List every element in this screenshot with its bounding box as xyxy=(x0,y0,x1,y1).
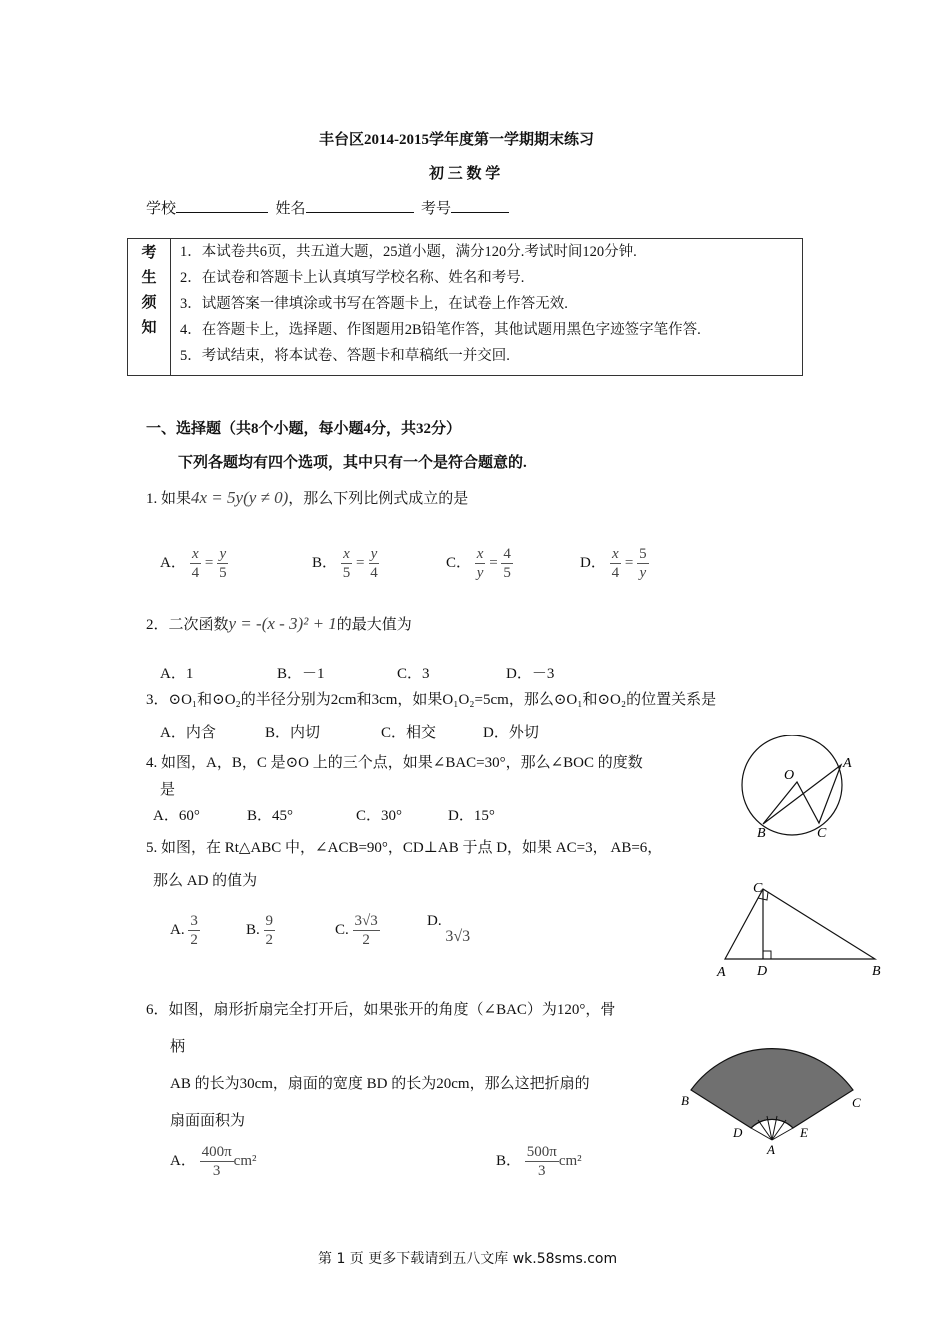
section-heading: 一、选择题（共8个小题，每小题4分，共32分） xyxy=(146,421,462,437)
question-6-cont1: 柄 xyxy=(170,1039,186,1055)
notice-label: 考 生 须 知 xyxy=(128,239,171,376)
q5-option-d[interactable]: D. 3√3 xyxy=(427,913,471,945)
notice-items xyxy=(171,239,803,376)
q5-option-a[interactable]: A. $\frac{3}{2}$ xyxy=(170,913,198,948)
label-b: B xyxy=(757,826,766,841)
label-a: A xyxy=(843,756,852,771)
q6-fan-figure xyxy=(676,1030,876,1160)
triangle-abc xyxy=(725,889,875,959)
q3-option-d[interactable]: D．外切 xyxy=(483,725,539,741)
right-angle-d xyxy=(763,951,771,959)
q4-option-d[interactable]: D．15° xyxy=(448,808,495,824)
q6-option-a[interactable]: A． $\frac{400\pi}{3}$ cm² xyxy=(170,1144,257,1179)
notice-item: 4．在答题卡上，选择题、作图题用2B铅笔作答，其他试题用黑色字迹签字笔作答. xyxy=(180,322,701,338)
question-6: 6．如图，扇形折扇完全打开后，如果张开的角度（∠BAC）为120°，骨 xyxy=(146,1002,616,1018)
q2-option-c[interactable]: C．3 xyxy=(397,666,430,682)
q3-option-b[interactable]: B．内切 xyxy=(265,725,321,741)
q2-option-b[interactable]: B．－1 xyxy=(277,666,325,682)
q4-option-a[interactable]: A．60° xyxy=(153,808,200,824)
question-2: 2．二次函数y = -(x - 3)² + 1的最大值为 xyxy=(146,614,412,633)
notice-item: 5．考试结束，将本试卷、答题卡和草稿纸一并交回. xyxy=(180,348,510,364)
q2-option-a[interactable]: A．1 xyxy=(160,666,194,682)
label-c: C xyxy=(753,881,763,896)
q1-option-a[interactable]: A． $\frac{x}{4}$ = $\frac{y}{5}$ xyxy=(160,546,227,581)
question-4: 4. 如图，A，B，C 是⊙O 上的三个点，如果∠BAC=30°，那么∠BOC 的度数 xyxy=(146,755,643,771)
fan-rib xyxy=(751,1128,772,1140)
notice-item: 2．在试卷和答题卡上认真填写学校名称、姓名和考号. xyxy=(180,270,525,286)
q5-option-c[interactable]: C. $\frac{3√3}{2}$ xyxy=(335,913,378,948)
q3-option-a[interactable]: A．内含 xyxy=(160,725,216,741)
notice-item: 1．本试卷共6页，共五道大题，25道小题，满分120分.考试时间120分钟. xyxy=(180,244,637,260)
q2-formula: y = -(x - 3)² + 1 xyxy=(228,614,337,633)
q5-triangle-figure xyxy=(715,878,895,980)
subject-title: 初 三 数 学 xyxy=(429,166,501,182)
q6-option-b[interactable]: B． $\frac{500\pi}{3}$ cm² xyxy=(496,1144,582,1179)
label-a: A xyxy=(717,965,726,980)
triangle-lines xyxy=(763,765,841,824)
label-c: C xyxy=(852,1095,861,1110)
question-5: 5. 如图，在 Rt△ABC 中，∠ACB=90°，CD⊥AB 于点 D，如果 AC=3， AB=6， xyxy=(146,840,663,856)
exam-number-blank[interactable] xyxy=(451,198,509,213)
label-d: D xyxy=(733,1125,743,1140)
student-info-fields xyxy=(146,197,509,218)
q4-option-b[interactable]: B．45° xyxy=(247,808,294,824)
question-4-cont: 是 xyxy=(160,782,176,798)
q4-option-c[interactable]: C．30° xyxy=(356,808,403,824)
q2-option-d[interactable]: D．－3 xyxy=(506,666,555,682)
exam-title: 丰台区2014-2015学年度第一学期期末练习 xyxy=(319,132,594,148)
q1-option-d[interactable]: D． $\frac{x}{4}$ = $\frac{5}{y}$ xyxy=(580,546,647,581)
question-1: 1. 如果4x = 5y(y ≠ 0)，那么下列比例式成立的是 xyxy=(146,488,469,507)
name-label: 姓名 xyxy=(275,201,306,217)
label-b: B xyxy=(872,964,881,979)
q4-circle-figure xyxy=(735,735,860,845)
fan-rib xyxy=(772,1128,793,1140)
circle-o xyxy=(742,735,842,835)
q3-option-c[interactable]: C．相交 xyxy=(381,725,437,741)
page-footer: 第 1 页 更多下载请到五八文库 wk.58sms.com xyxy=(318,1251,618,1267)
label-a: A xyxy=(767,1142,775,1157)
question-6-cont3: 扇面面积为 xyxy=(170,1113,246,1129)
q5-option-b[interactable]: B. $\frac{9}{2}$ xyxy=(246,913,274,948)
label-c: C xyxy=(817,826,827,841)
fan-surface xyxy=(691,1049,853,1128)
label-e: E xyxy=(800,1125,808,1140)
exam-number-label: 考号 xyxy=(421,201,452,217)
school-blank[interactable] xyxy=(176,198,268,213)
name-blank[interactable] xyxy=(306,198,414,213)
label-d: D xyxy=(757,964,768,979)
label-o: O xyxy=(784,768,795,783)
q1-formula: 4x = 5y(y ≠ 0) xyxy=(191,488,289,507)
q1-option-b[interactable]: B． $\frac{x}{5}$ = $\frac{y}{4}$ xyxy=(312,546,378,581)
section-instruction: 下列各题均有四个选项，其中只有一个是符合题意的. xyxy=(178,455,527,471)
label-b: B xyxy=(681,1093,689,1108)
exam-notice-table xyxy=(127,238,803,376)
question-3: 3．⊙O₁和⊙O₂的半径分别为2cm和3cm，如果O₁O₂=5cm，那么⊙O₁和⊙O₂的位置关系是 xyxy=(146,692,717,708)
school-label: 学校 xyxy=(146,201,177,217)
question-5-cont: 那么 AD 的值为 xyxy=(153,873,258,889)
notice-item: 3．试题答案一律填涂或书写在答题卡上，在试卷上作答无效. xyxy=(180,296,568,312)
question-6-cont2: AB 的长为30cm，扇面的宽度 BD 的长为20cm，那么这把折扇的 xyxy=(170,1076,590,1092)
q1-option-c[interactable]: C． $\frac{x}{y}$ = $\frac{4}{5}$ xyxy=(446,546,511,581)
